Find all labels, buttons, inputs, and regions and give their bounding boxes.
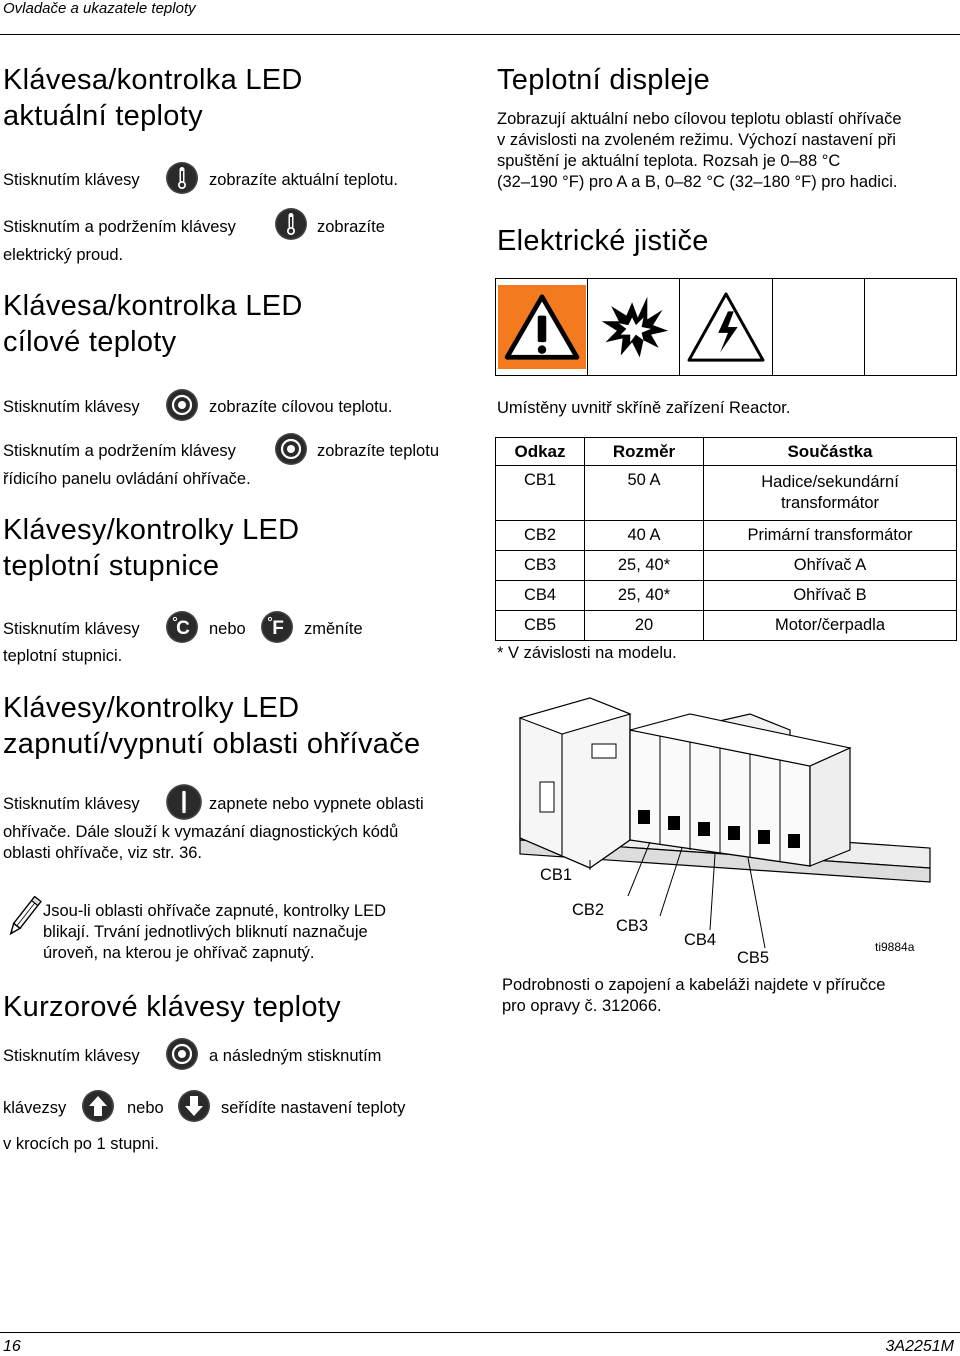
electric-shock-icon [685, 290, 767, 364]
note-line: blikají. Trvání jednotlivých bliknutí naznačuje [43, 923, 368, 941]
cell-ref: CB1 [496, 466, 585, 521]
para-line: Podrobnosti o zapojení a kabeláži najdete v příručce [502, 976, 886, 994]
section-title-breakers: Elektrické jističe [497, 225, 709, 257]
celsius-key-icon [165, 610, 199, 644]
table-row [496, 611, 957, 641]
para-target-temp-2c: řídicího panelu ovládání ohřívače. [3, 470, 251, 488]
fahrenheit-key-letter: F [272, 618, 284, 639]
cell-size: 40 A [585, 521, 704, 551]
fahrenheit-key-icon [260, 610, 294, 644]
section-title-heater-onoff [3, 690, 420, 762]
para-cursor-1b: a následným stisknutím [209, 1047, 382, 1065]
title-line: Klávesa/kontrolka LED [3, 64, 303, 96]
title-line: aktuální teploty [3, 100, 203, 132]
cell-part: Primární transformátor [704, 521, 957, 551]
para-line: Zobrazují aktuální nebo cílovou teplotu oblastí ohřívače [497, 110, 902, 128]
cell-part: Ohřívač A [704, 551, 957, 581]
fig-label-cb2: CB2 [572, 901, 605, 919]
footer-rule [0, 1332, 960, 1333]
header-rule [0, 34, 960, 35]
cell-size: 25, 40* [585, 581, 704, 611]
target-icon [165, 388, 199, 422]
table-row [496, 581, 957, 611]
para-line: spuštění je aktuální teplota. Rozsah je 0–88 °C [497, 152, 841, 170]
para-line: v závislosti na zvoleném režimu. Výchozí nastavení při [497, 131, 896, 149]
cell-part: Hadice/sekundární transformátor [704, 466, 957, 521]
para-cursor-2: klávezsy [3, 1099, 67, 1117]
title-line: cílové teploty [3, 326, 177, 358]
table-header-row [496, 438, 957, 466]
title-line: teplotní stupnice [3, 550, 220, 582]
col-header-ref: Odkaz [496, 438, 585, 466]
fig-label-cb5: CB5 [737, 949, 770, 967]
para-wiring-ref [502, 975, 885, 1017]
cell-part: Motor/čerpadla [704, 611, 957, 641]
note-line: Jsou-li oblasti ohřívače zapnuté, kontrolky LED [43, 902, 387, 920]
cell-ref: CB3 [496, 551, 585, 581]
para-current-temp-1b: zobrazíte aktuální teplotu. [209, 171, 398, 189]
para-heater-1: Stisknutím klávesy [3, 795, 140, 813]
cell-size: 20 [585, 611, 704, 641]
cell-size: 50 A [585, 466, 704, 521]
para-temp-scale-1: Stisknutím klávesy [3, 620, 140, 638]
table-row [496, 521, 957, 551]
para-cursor-or: nebo [127, 1099, 164, 1117]
title-line: Klávesy/kontrolky LED [3, 514, 300, 546]
page-header: Ovladače a ukazatele teploty [3, 0, 196, 17]
para-current-temp-2c: elektrický proud. [3, 246, 124, 264]
para-heater-1d: oblasti ohřívače, viz str. 36. [3, 844, 203, 862]
table-row [496, 466, 957, 521]
col-header-part: Součástka [704, 438, 957, 466]
shock-cell [680, 279, 772, 375]
breakers-location: Umístěny uvnitř skříně zařízení Reactor. [497, 399, 791, 417]
para-heater-1c: ohřívače. Dále slouží k vymazání diagnostických kódů [3, 823, 399, 841]
para-line: (32–190 °F) pro A a B, 0–82 °C (32–180 °F) pro hadici. [497, 173, 898, 191]
section-title-temp-displays: Teplotní displeje [497, 64, 711, 96]
title-line: Klávesa/kontrolka LED [3, 290, 303, 322]
cell-ref: CB2 [496, 521, 585, 551]
warning-symbols-box [495, 278, 957, 376]
para-current-temp-2: Stisknutím a podržením klávesy [3, 218, 236, 236]
fig-label-cb1: CB1 [540, 866, 573, 884]
breakers-table [495, 437, 957, 641]
section-title-temp-scale [3, 512, 299, 584]
section-title-target-temp [3, 288, 303, 360]
up-arrow-key-icon [81, 1089, 115, 1123]
cell-ref: CB4 [496, 581, 585, 611]
section-title-cursor-keys: Kurzorové klávesy teploty [3, 991, 341, 1023]
para-target-temp-2b: zobrazíte teplotu [317, 442, 439, 460]
para-line: pro opravy č. 312066. [502, 997, 662, 1015]
table-footnote: * V závislosti na modelu. [497, 644, 677, 662]
cell-size: 25, 40* [585, 551, 704, 581]
cell-part: Ohřívač B [704, 581, 957, 611]
down-arrow-key-icon [177, 1089, 211, 1123]
para-cursor-2c: seřídíte nastavení teploty [221, 1099, 406, 1117]
table-row [496, 551, 957, 581]
para-current-temp-2b: zobrazíte [317, 218, 385, 236]
fig-label-cb4: CB4 [684, 931, 717, 949]
pencil-note-icon [3, 896, 43, 940]
cell-ref: CB5 [496, 611, 585, 641]
para-current-temp-1: Stisknutím klávesy [3, 171, 140, 189]
warning-cell [496, 279, 588, 375]
para-temp-scale-2: teplotní stupnici. [3, 647, 123, 665]
title-line: zapnutí/vypnutí oblasti ohřívače [3, 728, 421, 760]
para-temp-displays [497, 109, 902, 193]
warning-exclamation-icon [498, 285, 586, 369]
para-cursor-1: Stisknutím klávesy [3, 1047, 140, 1065]
title-line: Klávesy/kontrolky LED [3, 692, 300, 724]
thermometer-icon [274, 207, 308, 241]
note-line: úroveň, na kterou je ohřívač zapnutý. [43, 944, 315, 962]
para-cursor-2d: v krocích po 1 stupni. [3, 1135, 159, 1153]
para-target-temp-1: Stisknutím klávesy [3, 398, 140, 416]
target-icon [165, 1037, 199, 1071]
thermometer-icon [165, 161, 199, 195]
col-header-size: Rozměr [585, 438, 704, 466]
breaker-illustration [510, 690, 950, 970]
note-heater [43, 901, 386, 964]
section-title-current-temp [3, 62, 303, 134]
para-target-temp-2: Stisknutím a podržením klávesy [3, 442, 236, 460]
page-number: 16 [3, 1338, 21, 1355]
para-temp-scale-or: nebo [209, 620, 246, 638]
para-heater-1b: zapnete nebo vypnete oblasti [209, 795, 424, 813]
celsius-key-letter: C [176, 618, 190, 639]
empty-cell [865, 279, 956, 375]
para-temp-scale-change: změníte [304, 620, 363, 638]
explosion-cell [588, 279, 680, 375]
fig-ref-id: ti9884a [875, 940, 915, 954]
document-code: 3A2251M [885, 1338, 954, 1355]
para-target-temp-1b: zobrazíte cílovou teplotu. [209, 398, 393, 416]
target-icon [274, 432, 308, 466]
fig-label-cb3: CB3 [616, 917, 649, 935]
explosion-icon [596, 289, 672, 365]
empty-cell [773, 279, 865, 375]
power-key-icon [165, 783, 203, 821]
